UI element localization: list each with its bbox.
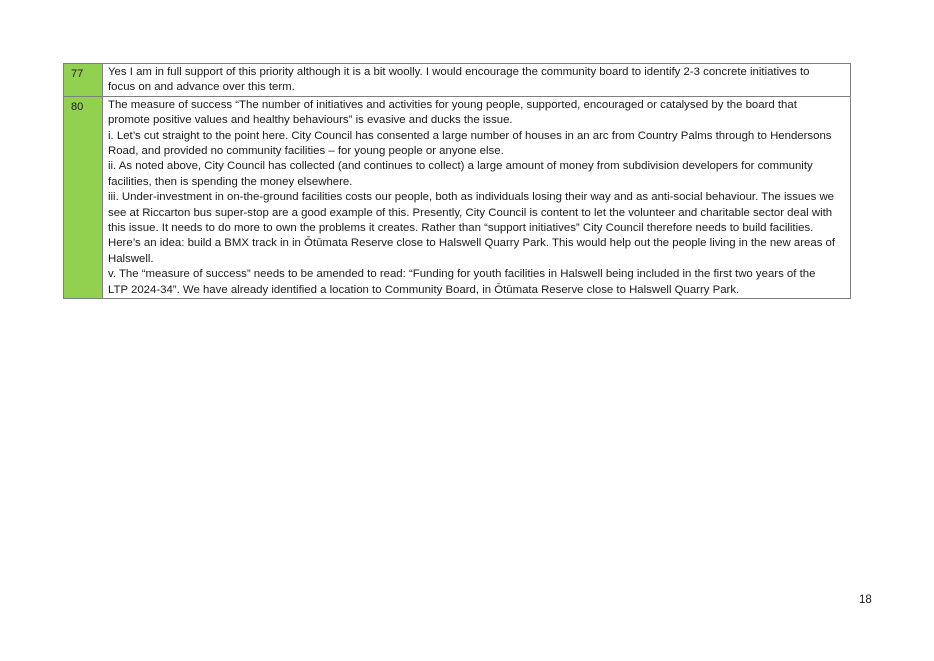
page-number: 18 — [859, 594, 872, 606]
comment-line: LTP 2024-34”. We have already identified a location to Community Board, in Ōtūmata Reserve close to Halswell Quarry Park. — [108, 283, 740, 296]
comment-line: The measure of success “The number of initiatives and activities for young people, supported, encouraged or catalysed by the board that — [108, 98, 797, 111]
comment-line: v. The “measure of success” needs to be amended to read: “Funding for youth facilities in Halswell being included in the first two years of the — [108, 268, 816, 281]
comment-line: facilities, then is spending the money elsewhere. — [108, 175, 353, 188]
comment-line: focus on and advance over this term. — [108, 81, 295, 94]
table-row — [64, 64, 851, 97]
comment-line: i. Let’s cut straight to the point here. City Council has consented a large number of houses in an arc from Country Palms through to Hendersons — [108, 129, 832, 142]
comment-line: Yes I am in full support of this priority although it is a bit woolly. I would encourage the community board to identify 2-3 concrete initiatives to — [108, 66, 810, 78]
submission-id: 80 — [64, 96, 103, 298]
comment-line: Here’s an idea: build a BMX track in in Ōtūmata Reserve close to Halswell Quarry Park. This would help out the people living in the new areas of — [108, 237, 836, 250]
comment-line: see at Riccarton bus super-stop are a good example of this. Presently, City Council is content to let the volunteer and charitable sector deal with — [108, 206, 833, 219]
table-row — [64, 96, 851, 298]
submission-comment — [103, 64, 851, 97]
comment-line: iii. Under-investment in on-the-ground facilities costs our people, both as individuals losing their way and as anti-social behaviour. The issues we — [108, 191, 835, 204]
comment-line: Halswell. — [108, 252, 154, 265]
comment-line: promote positive values and healthy behaviours” is evasive and ducks the issue. — [108, 114, 513, 127]
comment-line: this issue. It needs to do more to own the problems it creates. Rather than “support initiatives” City Council therefore needs to build facilities. — [108, 222, 814, 235]
submission-id: 77 — [64, 64, 103, 97]
submission-comment — [103, 96, 851, 298]
comment-line: ii. As noted above, City Council has collected (and continues to collect) a large amount of money from subdivision developers for community — [108, 160, 813, 173]
submissions-table — [63, 63, 851, 299]
comment-line: Road, and provided no community facilities – for young people or anyone else. — [108, 145, 504, 158]
